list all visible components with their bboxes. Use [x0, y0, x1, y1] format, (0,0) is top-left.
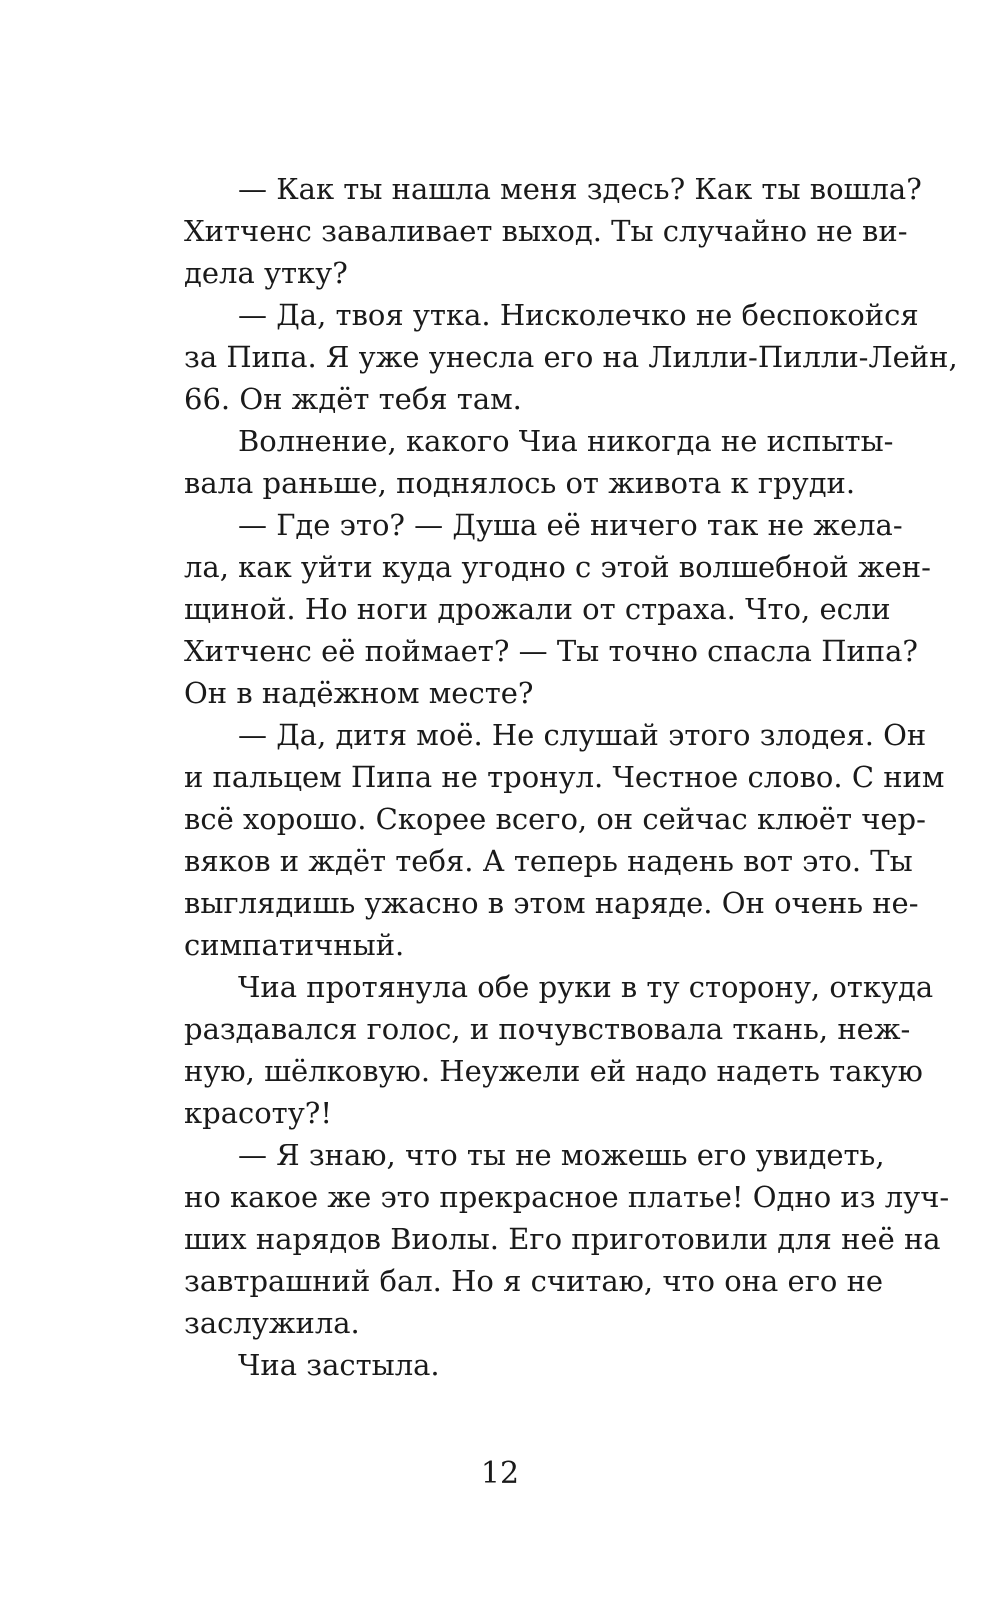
text-line: завтрашний бал. Но я считаю, что она его не: [184, 1264, 884, 1298]
text-line: — Да, твоя утка. Нисколечко не беспокойся: [238, 298, 919, 332]
text-line: Хитченс заваливает выход. Ты случайно не ви-: [184, 214, 908, 248]
text-line: вяков и ждёт тебя. А теперь надень вот это. Ты: [184, 844, 913, 878]
text-line: за Пипа. Я уже унесла его на Лилли-Пилли-Лейн,: [184, 340, 958, 374]
text-line: и пальцем Пипа не тронул. Честное слово. С ним: [184, 760, 945, 794]
text-line: вала раньше, поднялось от живота к груди.: [184, 466, 856, 500]
text-line: ших нарядов Виолы. Его приготовили для неё на: [184, 1222, 941, 1256]
text-line: щиной. Но ноги дрожали от страха. Что, если: [184, 592, 891, 626]
text-line: раздавался голос, и почувствовала ткань, неж-: [184, 1012, 911, 1046]
text-line: 66. Он ждёт тебя там.: [184, 382, 522, 416]
text-line: Хитченс её поймает? — Ты точно спасла Пипа?: [184, 634, 918, 668]
text-line: Чиа протянула обе руки в ту сторону, откуда: [238, 970, 934, 1004]
page-text: [184, 168, 958, 1386]
text-line: — Где это? — Душа её ничего так не жела-: [238, 508, 903, 542]
text-line: ла, как уйти куда угодно с этой волшебной жен-: [184, 550, 931, 584]
text-line: но какое же это прекрасное платье! Одно из луч-: [184, 1180, 950, 1214]
text-line: дела утку?: [184, 256, 348, 290]
text-line: заслужила.: [184, 1306, 360, 1340]
text-line: — Да, дитя моё. Не слушай этого злодея. Он: [238, 718, 927, 752]
text-line: Чиа застыла.: [238, 1348, 440, 1382]
text-line: симпатичный.: [184, 928, 405, 962]
text-line: — Как ты нашла меня здесь? Как ты вошла?: [238, 172, 922, 206]
text-line: всё хорошо. Скорее всего, он сейчас клюёт чер-: [184, 802, 926, 836]
text-line: ную, шёлковую. Неужели ей надо надеть такую: [184, 1054, 923, 1088]
text-line: Волнение, какого Чиа никогда не испыты-: [238, 424, 894, 458]
text-line: красоту?!: [184, 1096, 332, 1130]
text-line: Он в надёжном месте?: [184, 676, 534, 710]
text-line: выглядишь ужасно в этом наряде. Он очень не-: [184, 886, 919, 920]
page-number: 12: [480, 1456, 520, 1491]
text-line: — Я знаю, что ты не можешь его увидеть,: [238, 1138, 885, 1172]
